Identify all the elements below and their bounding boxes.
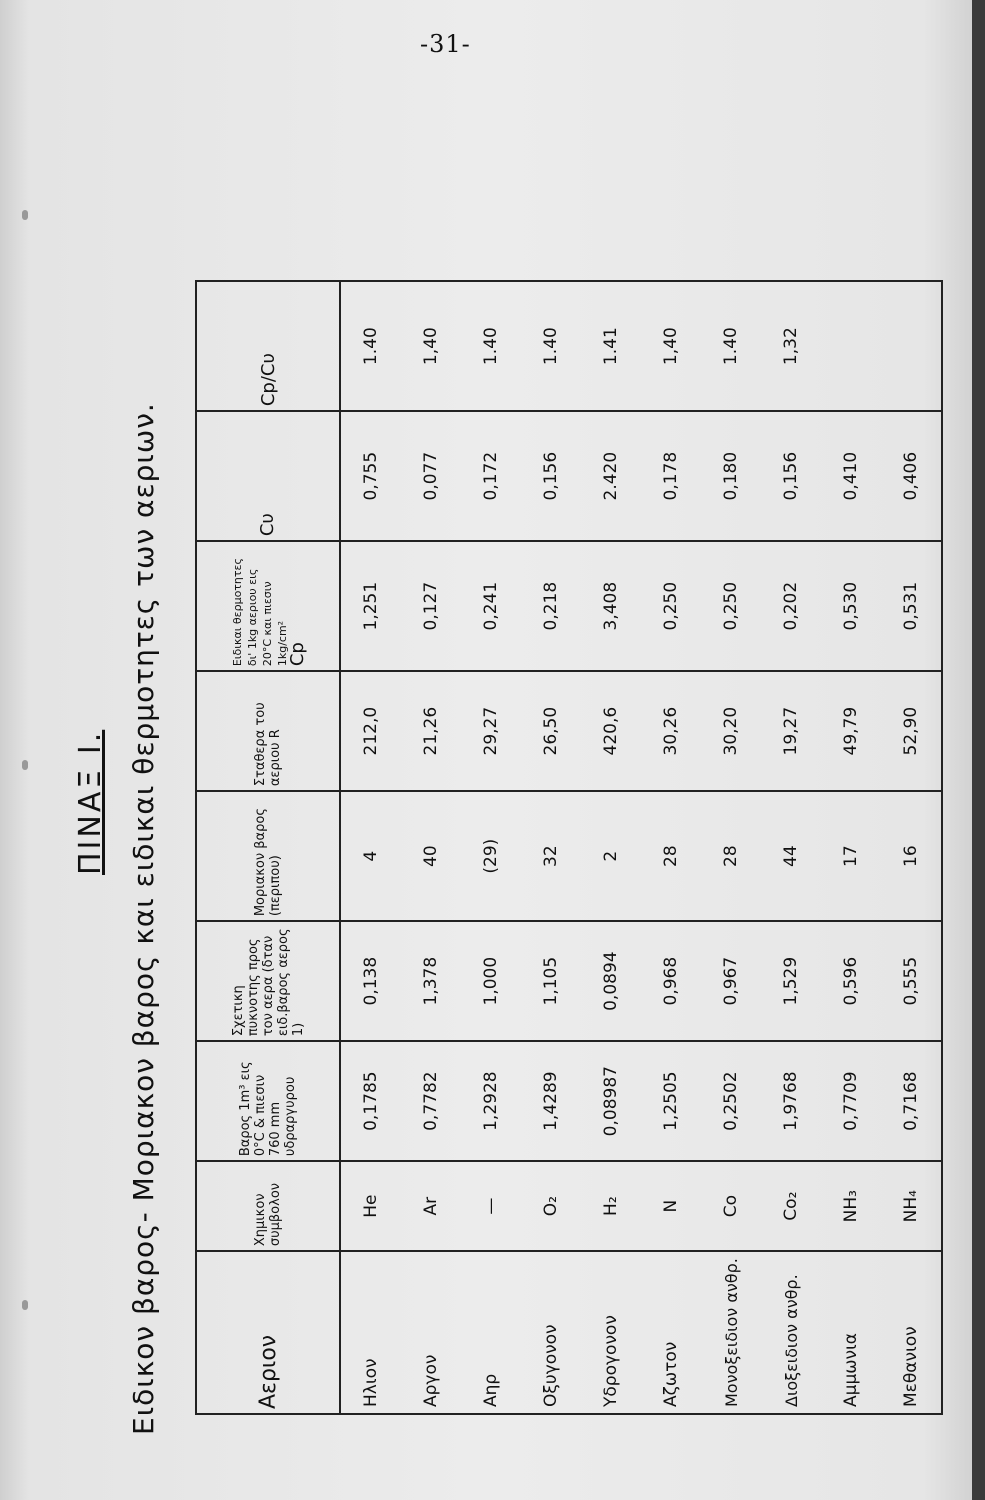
cell-cp: 0,202 <box>761 541 821 671</box>
page-number: -31- <box>420 30 471 58</box>
cell-symbol: NH₄ <box>881 1161 942 1251</box>
table-row <box>881 281 942 1414</box>
cell-cp: 0,530 <box>821 541 881 671</box>
gas-properties-table <box>195 280 943 1415</box>
header-symbol: Χημικον συμβολον <box>196 1161 340 1251</box>
cell-ratio: 1,32 <box>761 281 821 411</box>
cell-molecular: 28 <box>641 791 701 921</box>
header-molecular-weight: Μοριακον βαρος (περιπου) <box>196 791 340 921</box>
cell-weight: 0,7168 <box>881 1041 942 1161</box>
cell-symbol: O₂ <box>521 1161 581 1251</box>
cell-molecular: 4 <box>340 791 401 921</box>
cell-r: 52,90 <box>881 671 942 791</box>
cell-gas: Μεθανιον <box>881 1251 942 1414</box>
cell-cv: 0,156 <box>761 411 821 541</box>
cell-gas: Υδρογονον <box>581 1251 641 1414</box>
cell-cv: 0,755 <box>340 411 401 541</box>
cell-cp: 0,250 <box>641 541 701 671</box>
cell-weight: 0,08987 <box>581 1041 641 1161</box>
cell-r: 21,26 <box>401 671 461 791</box>
cell-cv: 0,077 <box>401 411 461 541</box>
cell-weight: 0,7709 <box>821 1041 881 1161</box>
table-row <box>401 281 461 1414</box>
table-row <box>581 281 641 1414</box>
cell-cp: 0,218 <box>521 541 581 671</box>
cell-cp: 3,408 <box>581 541 641 671</box>
header-cv-label: Cυ <box>256 513 278 537</box>
cell-r: 49,79 <box>821 671 881 791</box>
cell-gas: Οξυγονον <box>521 1251 581 1414</box>
rotated-table-region <box>45 155 921 1475</box>
cell-ratio: 1.41 <box>581 281 641 411</box>
cell-relative: 0,967 <box>701 921 761 1041</box>
cell-molecular: 40 <box>401 791 461 921</box>
cell-ratio: 1.40 <box>461 281 521 411</box>
cell-cp: 0,250 <box>701 541 761 671</box>
cell-cv: 0,180 <box>701 411 761 541</box>
cell-weight: 1,2928 <box>461 1041 521 1161</box>
cell-gas: Αργον <box>401 1251 461 1414</box>
cell-ratio: 1.40 <box>701 281 761 411</box>
cell-weight: 0,1785 <box>340 1041 401 1161</box>
cell-weight: 1,2505 <box>641 1041 701 1161</box>
cell-relative: 1,105 <box>521 921 581 1041</box>
cell-cv: 2.420 <box>581 411 641 541</box>
cell-molecular: 32 <box>521 791 581 921</box>
cell-gas: Διοξειδιον ανθρ. <box>761 1251 821 1414</box>
cell-molecular: 2 <box>581 791 641 921</box>
cell-molecular: 28 <box>701 791 761 921</box>
cell-cp: 1,251 <box>340 541 401 671</box>
cell-r: 29,27 <box>461 671 521 791</box>
cell-gas: Αζωτον <box>641 1251 701 1414</box>
table-row <box>821 281 881 1414</box>
cell-symbol: N <box>641 1161 701 1251</box>
cell-cv: 0,178 <box>641 411 701 541</box>
cell-cv: 0,410 <box>821 411 881 541</box>
header-weight: Βαρος 1m³ εις 0°C & πιεσιν 760 mm υδραργυρου <box>196 1041 340 1161</box>
cell-relative: 0,968 <box>641 921 701 1041</box>
header-cp <box>196 541 340 671</box>
header-cv <box>196 411 340 541</box>
cell-ratio: 1,40 <box>641 281 701 411</box>
cell-r: 26,50 <box>521 671 581 791</box>
table-row <box>761 281 821 1414</box>
cell-weight: 0,2502 <box>701 1041 761 1161</box>
table-title: ΠΙΝΑΞ Ι. <box>73 729 108 875</box>
cell-gas: Αηρ <box>461 1251 521 1414</box>
cell-relative: 0,555 <box>881 921 942 1041</box>
cell-symbol: NH₃ <box>821 1161 881 1251</box>
cell-r: 212,0 <box>340 671 401 791</box>
cell-symbol: H₂ <box>581 1161 641 1251</box>
cell-relative: 1,529 <box>761 921 821 1041</box>
cell-symbol: Co₂ <box>761 1161 821 1251</box>
table-row <box>641 281 701 1414</box>
cell-ratio <box>821 281 881 411</box>
header-relative-density: Σχετικη πυκνοτης προς τον αερα (δταν ειδ.βαρος αερος 1) <box>196 921 340 1041</box>
cell-molecular: 44 <box>761 791 821 921</box>
cell-weight: 1,9768 <box>761 1041 821 1161</box>
table-row <box>701 281 761 1414</box>
cell-weight: 1,4289 <box>521 1041 581 1161</box>
header-cp-label: Cp <box>286 642 308 667</box>
cell-cv: 0,406 <box>881 411 942 541</box>
table-header-row <box>196 281 340 1414</box>
cell-relative: 1,378 <box>401 921 461 1041</box>
cell-cp: 0,531 <box>881 541 942 671</box>
page-edge-shadow <box>972 0 985 1500</box>
cell-r: 30,26 <box>641 671 701 791</box>
cell-symbol: Co <box>701 1161 761 1251</box>
cell-cv: 0,156 <box>521 411 581 541</box>
cell-relative: 0,138 <box>340 921 401 1041</box>
cell-symbol: He <box>340 1161 401 1251</box>
cell-relative: 0,596 <box>821 921 881 1041</box>
cell-symbol: Ar <box>401 1161 461 1251</box>
header-ratio: Cp/Cυ <box>196 281 340 411</box>
cell-r: 19,27 <box>761 671 821 791</box>
cell-gas: Μονοξειδιον ανθρ. <box>701 1251 761 1414</box>
cell-weight: 0,7782 <box>401 1041 461 1161</box>
cell-molecular: 17 <box>821 791 881 921</box>
cell-gas: Αμμωνια <box>821 1251 881 1414</box>
cell-ratio: 1,40 <box>401 281 461 411</box>
cell-ratio <box>881 281 942 411</box>
table-row <box>521 281 581 1414</box>
cell-cp: 0,241 <box>461 541 521 671</box>
cell-relative: 0,0894 <box>581 921 641 1041</box>
header-gas: Αεριον <box>196 1251 340 1414</box>
header-specific-heats: Ειδικαι θερμοτητες δι' 1kg αεριου εις 20°C και πιεσιν 1kg/cm² <box>230 558 289 667</box>
cell-relative: 1,000 <box>461 921 521 1041</box>
header-gas-constant: Σταθερα του αεριου R <box>196 671 340 791</box>
table-row <box>340 281 401 1414</box>
table-subtitle: Ειδικον βαρος- Μοριακον βαρος και ειδικαι θερμοτητες των αεριων. <box>127 402 160 1435</box>
cell-molecular: 16 <box>881 791 942 921</box>
cell-cp: 0,127 <box>401 541 461 671</box>
cell-ratio: 1.40 <box>340 281 401 411</box>
cell-ratio: 1.40 <box>521 281 581 411</box>
cell-symbol: — <box>461 1161 521 1251</box>
cell-gas: Ηλιον <box>340 1251 401 1414</box>
cell-molecular: (29) <box>461 791 521 921</box>
table-row <box>461 281 521 1414</box>
cell-cv: 0,172 <box>461 411 521 541</box>
cell-r: 30,20 <box>701 671 761 791</box>
table-body <box>340 281 942 1414</box>
cell-r: 420,6 <box>581 671 641 791</box>
